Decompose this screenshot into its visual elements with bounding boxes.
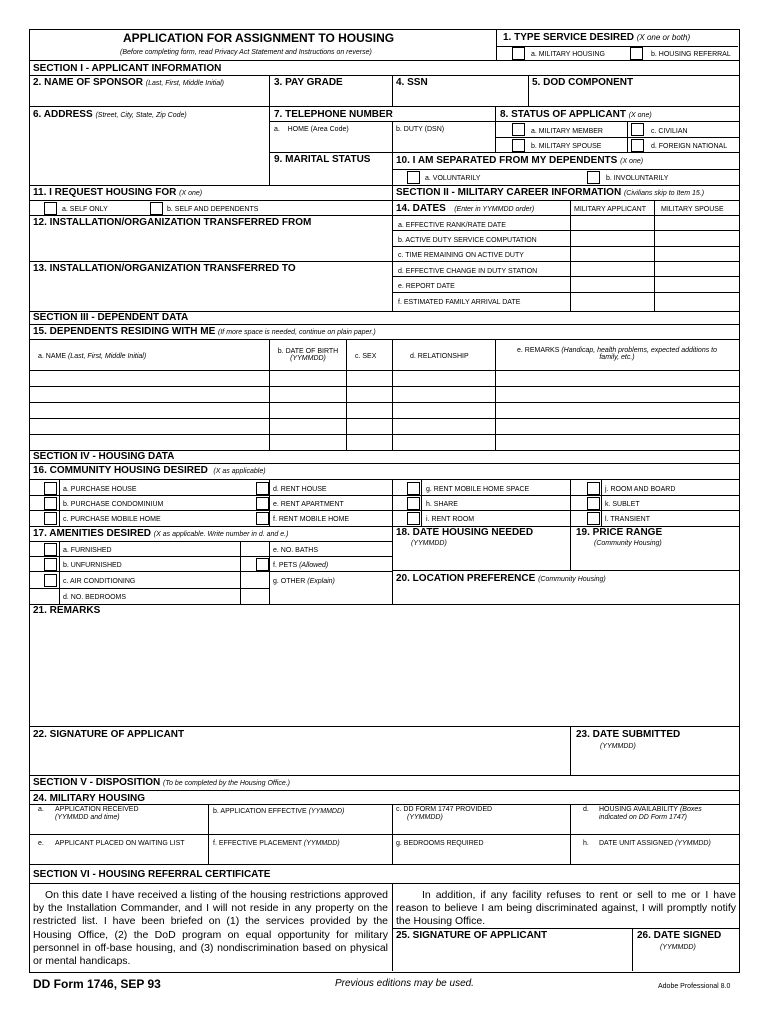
sublet-checkbox[interactable] bbox=[587, 497, 600, 510]
disp-d-label: d. bbox=[583, 806, 589, 813]
transient-checkbox[interactable] bbox=[587, 512, 600, 525]
rent-apartment-label: e. RENT APARTMENT bbox=[273, 501, 344, 508]
app-received-note: (YYMMDD and time) bbox=[55, 814, 120, 821]
duty-phone-label: b. DUTY (DSN) bbox=[396, 126, 445, 133]
availability-note: indicated on DD Form 1747) bbox=[599, 814, 687, 821]
military-spouse-label: b. MILITARY SPOUSE bbox=[531, 143, 602, 150]
section4-title: SECTION IV - HOUSING DATA bbox=[33, 451, 175, 462]
certificate-paragraph-right: In addition, if any facility refuses to rent or sell to me or I have reason to believe I am being discriminated against, I will promptly notify the Housing Office. bbox=[396, 889, 736, 928]
rent-apartment-checkbox[interactable] bbox=[256, 497, 269, 510]
address-label: 6. ADDRESS (Street, City, State, Zip Code) bbox=[33, 109, 187, 120]
bedrooms-required-label: g. BEDROOMS REQUIRED bbox=[396, 840, 484, 847]
foreign-national-label: d. FOREIGN NATIONAL bbox=[651, 143, 728, 150]
date-row-b: b. ACTIVE DUTY SERVICE COMPUTATION bbox=[398, 237, 537, 244]
date-submitted-label: 23. DATE SUBMITTED bbox=[576, 729, 681, 740]
date-signed-label: 26. DATE SIGNED bbox=[637, 930, 722, 941]
price-range-note: (Community Housing) bbox=[594, 540, 662, 547]
app-effective-label: b. APPLICATION EFFECTIVE (YYMMDD) bbox=[213, 808, 345, 815]
item1-label: 1. TYPE SERVICE DESIRED (X one or both) bbox=[503, 32, 691, 43]
other-label: g. OTHER (Explain) bbox=[273, 578, 335, 585]
involuntarily-label: b. INVOLUNTARILY bbox=[606, 175, 669, 182]
share-label: h. SHARE bbox=[426, 501, 458, 508]
transient-label: l. TRANSIENT bbox=[605, 516, 650, 523]
amenities-label: 17. AMENITIES DESIRED (X as applicable. Write number in d. and e.) bbox=[33, 528, 289, 539]
civilian-checkbox[interactable] bbox=[631, 123, 644, 136]
military-housing-label: 24. MILITARY HOUSING bbox=[33, 793, 146, 804]
availability-label: HOUSING AVAILABILITY (Boxes bbox=[599, 806, 702, 813]
purchase-condo-label: b. PURCHASE CONDOMINIUM bbox=[63, 501, 164, 508]
unfurnished-label: b. UNFURNISHED bbox=[63, 562, 122, 569]
room-board-checkbox[interactable] bbox=[587, 482, 600, 495]
date-row-f: f. ESTIMATED FAMILY ARRIVAL DATE bbox=[398, 299, 521, 306]
section5-title: SECTION V - DISPOSITION (To be completed by the Housing Office.) bbox=[33, 777, 291, 788]
community-housing-label: 16. COMMUNITY HOUSING DESIRED (X as applicable) bbox=[33, 465, 266, 476]
housing-referral-checkbox[interactable] bbox=[630, 47, 643, 60]
date-row-c: c. TIME REMAINING ON ACTIVE DUTY bbox=[398, 252, 524, 259]
foreign-national-checkbox[interactable] bbox=[631, 139, 644, 152]
applicant-signature-label: 22. SIGNATURE OF APPLICANT bbox=[33, 729, 185, 740]
room-board-label: j. ROOM AND BOARD bbox=[605, 486, 676, 493]
rent-mobile-checkbox[interactable] bbox=[256, 512, 269, 525]
voluntarily-checkbox[interactable] bbox=[407, 171, 420, 184]
dependents-label: 15. DEPENDENTS RESIDING WITH ME (If more space is needed, continue on plain paper.) bbox=[33, 326, 376, 337]
rent-house-label: d. RENT HOUSE bbox=[273, 486, 327, 493]
dates-label: 14. DATES (Enter in YYMMDD order) bbox=[396, 203, 535, 214]
military-spouse-col: MILITARY SPOUSE bbox=[661, 206, 724, 213]
transferred-from-label: 12. INSTALLATION/ORGANIZATION TRANSFERRED FROM bbox=[33, 217, 312, 228]
request-housing-label: 11. I REQUEST HOUSING FOR (X one) bbox=[33, 187, 203, 198]
sponsor-name-label: 2. NAME OF SPONSOR (Last, First, Middle Initial) bbox=[33, 77, 224, 88]
section2-title: SECTION II - MILITARY CAREER INFORMATION (Civilians skip to Item 15.) bbox=[396, 187, 705, 198]
date-needed-label: 18. DATE HOUSING NEEDED bbox=[396, 527, 534, 538]
share-checkbox[interactable] bbox=[407, 497, 420, 510]
date-submitted-note: (YYMMDD) bbox=[600, 743, 636, 750]
disp-e-label: e. bbox=[38, 840, 44, 847]
dd1747-note: (YYMMDD) bbox=[407, 814, 443, 821]
pets-label: f. PETS (Allowed) bbox=[273, 562, 329, 569]
remarks-label: 21. REMARKS bbox=[33, 605, 101, 616]
dep-col-sex: c. SEX bbox=[355, 353, 377, 360]
military-housing-label: a. MILITARY HOUSING bbox=[531, 51, 605, 58]
date-row-d: d. EFFECTIVE CHANGE IN DUTY STATION bbox=[398, 268, 538, 275]
purchase-condo-checkbox[interactable] bbox=[44, 497, 57, 510]
date-unit-assigned-label: DATE UNIT ASSIGNED (YYMMDD) bbox=[599, 840, 711, 847]
sublet-label: k. SUBLET bbox=[605, 501, 640, 508]
unfurnished-checkbox[interactable] bbox=[44, 558, 57, 571]
military-member-checkbox[interactable] bbox=[512, 123, 525, 136]
baths-label: e. NO. BATHS bbox=[273, 547, 318, 554]
telephone-label: 7. TELEPHONE NUMBER bbox=[274, 109, 393, 120]
referral-signature-label: 25. SIGNATURE OF APPLICANT bbox=[396, 930, 548, 941]
home-phone-label: a. HOME (Area Code) bbox=[274, 126, 349, 133]
dd1747-label: c. DD FORM 1747 PROVIDED bbox=[396, 806, 493, 813]
dod-component-label: 5. DOD COMPONENT bbox=[532, 77, 634, 88]
dep-col-remarks: e. REMARKS (Handicap, health problems, expected additions to family, etc.) bbox=[516, 347, 717, 361]
military-spouse-checkbox[interactable] bbox=[512, 139, 525, 152]
dep-col-name: a. NAME (Last, First, Middle Initial) bbox=[38, 353, 147, 360]
pay-grade-label: 3. PAY GRADE bbox=[274, 77, 343, 88]
form-title: APPLICATION FOR ASSIGNMENT TO HOUSING bbox=[123, 31, 395, 45]
price-range-label: 19. PRICE RANGE bbox=[576, 527, 663, 538]
military-member-label: a. MILITARY MEMBER bbox=[531, 128, 603, 135]
form-subtitle: (Before completing form, read Privacy Act Statement and Instructions on reverse) bbox=[120, 49, 372, 56]
section3-title: SECTION III - DEPENDENT DATA bbox=[33, 312, 189, 323]
self-dependents-checkbox[interactable] bbox=[150, 202, 163, 215]
location-pref-label: 20. LOCATION PREFERENCE (Community Housing) bbox=[396, 573, 606, 584]
transferred-to-label: 13. INSTALLATION/ORGANIZATION TRANSFERRED TO bbox=[33, 263, 296, 274]
self-dependents-label: b. SELF AND DEPENDENTS bbox=[167, 206, 259, 213]
app-received-label: APPLICATION RECEIVED bbox=[55, 806, 139, 813]
military-housing-checkbox[interactable] bbox=[512, 47, 525, 60]
date-needed-note: (YYMMDD) bbox=[411, 540, 447, 547]
certificate-paragraph-left: On this date I have received a listing of the housing restrictions approved by the Installation Commander, and I will not reside in any property on the restricted list. I have been briefed on (1) the services provided by the Housing Office, (2) the DoD program on equal opportunity for military personnel in off-base housing, and (3) nondiscrimination based on physical or mental handicaps. bbox=[33, 889, 388, 968]
civilian-label: c. CIVILIAN bbox=[651, 128, 688, 135]
military-applicant-col: MILITARY APPLICANT bbox=[574, 206, 646, 213]
bedrooms-label: d. NO. BEDROOMS bbox=[63, 594, 127, 601]
purchase-mobile-label: c. PURCHASE MOBILE HOME bbox=[63, 516, 161, 523]
waiting-list-label: APPLICANT PLACED ON WAITING LIST bbox=[55, 840, 185, 847]
previous-editions-note: Previous editions may be used. bbox=[335, 978, 474, 989]
disp-h-label: h. bbox=[583, 840, 589, 847]
purchase-mobile-checkbox[interactable] bbox=[44, 512, 57, 525]
involuntarily-checkbox[interactable] bbox=[587, 171, 600, 184]
purchase-house-label: a. PURCHASE HOUSE bbox=[63, 486, 137, 493]
form-number: DD Form 1746, SEP 93 bbox=[33, 977, 161, 991]
disp-a-label: a. bbox=[38, 806, 44, 813]
voluntarily-label: a. VOLUNTARILY bbox=[425, 175, 481, 182]
section6-title: SECTION VI - HOUSING REFERRAL CERTIFICATE bbox=[33, 869, 271, 880]
effective-placement-label: f. EFFECTIVE PLACEMENT (YYMMDD) bbox=[213, 840, 340, 847]
rent-mobile-space-label: g. RENT MOBILE HOME SPACE bbox=[426, 486, 530, 493]
furnished-label: a. FURNISHED bbox=[63, 547, 112, 554]
date-signed-note: (YYMMDD) bbox=[660, 944, 696, 951]
air-conditioning-label: c. AIR CONDITIONING bbox=[63, 578, 136, 585]
date-row-a: a. EFFECTIVE RANK/RATE DATE bbox=[398, 222, 506, 229]
software-note: Adobe Professional 8.0 bbox=[658, 983, 731, 990]
rent-house-checkbox[interactable] bbox=[256, 482, 269, 495]
air-conditioning-checkbox[interactable] bbox=[44, 574, 57, 587]
purchase-house-checkbox[interactable] bbox=[44, 482, 57, 495]
rent-mobile-label: f. RENT MOBILE HOME bbox=[273, 516, 350, 523]
separated-label: 10. I AM SEPARATED FROM MY DEPENDENTS (X one) bbox=[396, 155, 644, 166]
rent-room-label: i. RENT ROOM bbox=[426, 516, 475, 523]
pets-checkbox[interactable] bbox=[256, 558, 269, 571]
rent-mobile-space-checkbox[interactable] bbox=[407, 482, 420, 495]
self-only-label: a. SELF ONLY bbox=[62, 206, 108, 213]
furnished-checkbox[interactable] bbox=[44, 543, 57, 556]
rent-room-checkbox[interactable] bbox=[407, 512, 420, 525]
dep-col-dob: b. DATE OF BIRTH (YYMMDD) bbox=[277, 348, 339, 362]
status-label: 8. STATUS OF APPLICANT (X one) bbox=[500, 109, 652, 120]
ssn-label: 4. SSN bbox=[396, 77, 428, 88]
section1-title: SECTION I - APPLICANT INFORMATION bbox=[33, 63, 222, 74]
self-only-checkbox[interactable] bbox=[44, 202, 57, 215]
marital-status-label: 9. MARITAL STATUS bbox=[274, 154, 371, 165]
date-row-e: e. REPORT DATE bbox=[398, 283, 455, 290]
dep-col-relationship: d. RELATIONSHIP bbox=[410, 353, 469, 360]
housing-referral-label: b. HOUSING REFERRAL bbox=[651, 51, 731, 58]
